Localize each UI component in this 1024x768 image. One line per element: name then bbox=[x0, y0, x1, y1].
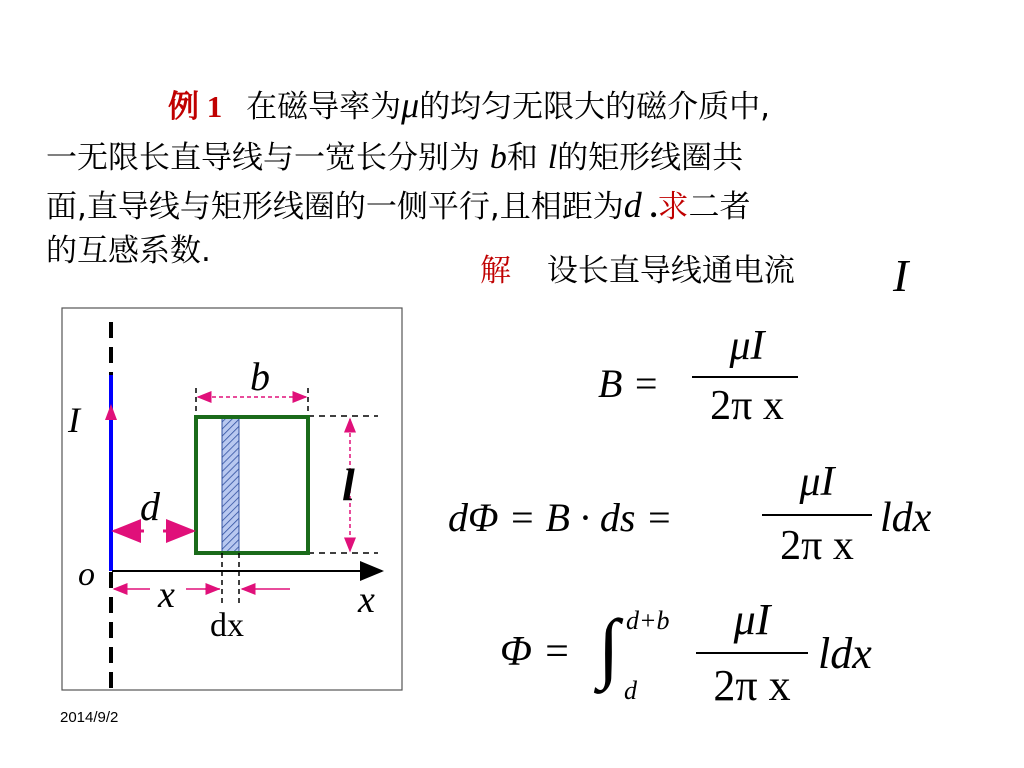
label-x1: x bbox=[158, 574, 175, 616]
problem-line1: 在磁导率为 bbox=[246, 89, 402, 125]
eq2-denominator: 2π x bbox=[780, 523, 854, 569]
period: . bbox=[649, 189, 658, 224]
eq2-tail: ldx bbox=[880, 495, 932, 541]
eq1-numerator: μI bbox=[729, 323, 765, 369]
eq3-upper-limit: d+b bbox=[626, 606, 670, 635]
eq2-lhs: dΦ = B · ds = bbox=[448, 495, 673, 540]
d-symbol: d bbox=[623, 185, 642, 225]
current-I: I bbox=[893, 250, 909, 301]
eq1-fraction-bar bbox=[692, 376, 798, 378]
b-symbol: b bbox=[489, 139, 507, 176]
footer-date: 2014/9/2 bbox=[60, 709, 119, 726]
eq1-denominator: 2π x bbox=[710, 383, 784, 429]
and-text: 和 bbox=[506, 140, 538, 176]
integral-sign: ∫ bbox=[598, 603, 620, 690]
current-arrow bbox=[105, 404, 117, 420]
l-symbol: l bbox=[547, 139, 558, 176]
problem-line1-tail: 的均匀无限大的磁介质中, bbox=[419, 89, 771, 125]
example-label: 例 1 bbox=[168, 89, 223, 124]
problem-line2: 一无限长直导线与一宽长分别为 bbox=[46, 140, 480, 176]
mu-symbol: μ bbox=[401, 85, 420, 125]
eq2-numerator: μI bbox=[799, 459, 835, 505]
label-d: d bbox=[140, 484, 160, 529]
eq3-denominator: 2π x bbox=[713, 661, 791, 710]
label-dx: dx bbox=[210, 607, 244, 644]
solution-label: 解 bbox=[480, 253, 511, 289]
eq3-numerator: μI bbox=[733, 595, 771, 644]
problem-line2-tail: 的矩形线圈共 bbox=[557, 140, 744, 176]
problem-line3: 面,直导线与矩形线圈的一侧平行,且相距为 bbox=[46, 189, 624, 225]
label-l: l bbox=[342, 459, 355, 510]
eq3-fraction-bar bbox=[696, 652, 808, 654]
rectangular-loop bbox=[196, 417, 308, 553]
eq3-lower-limit: d bbox=[624, 676, 637, 705]
label-o: o bbox=[78, 556, 95, 593]
problem-line4: 的互感系数. bbox=[46, 233, 211, 269]
strip-dx bbox=[222, 418, 239, 553]
label-b: b bbox=[250, 354, 270, 399]
eq3-tail: ldx bbox=[818, 629, 872, 678]
eq2-fraction-bar bbox=[762, 514, 872, 516]
label-I: I bbox=[68, 400, 80, 440]
eq3-lhs: Φ = bbox=[500, 629, 571, 675]
solution-text: 设长直导线通电流 bbox=[546, 253, 795, 289]
problem-line3-tail: 二者 bbox=[688, 189, 751, 225]
eq1-lhs: B = bbox=[598, 361, 660, 406]
label-x2: x bbox=[358, 579, 375, 621]
qiu-text: 求 bbox=[657, 189, 689, 225]
